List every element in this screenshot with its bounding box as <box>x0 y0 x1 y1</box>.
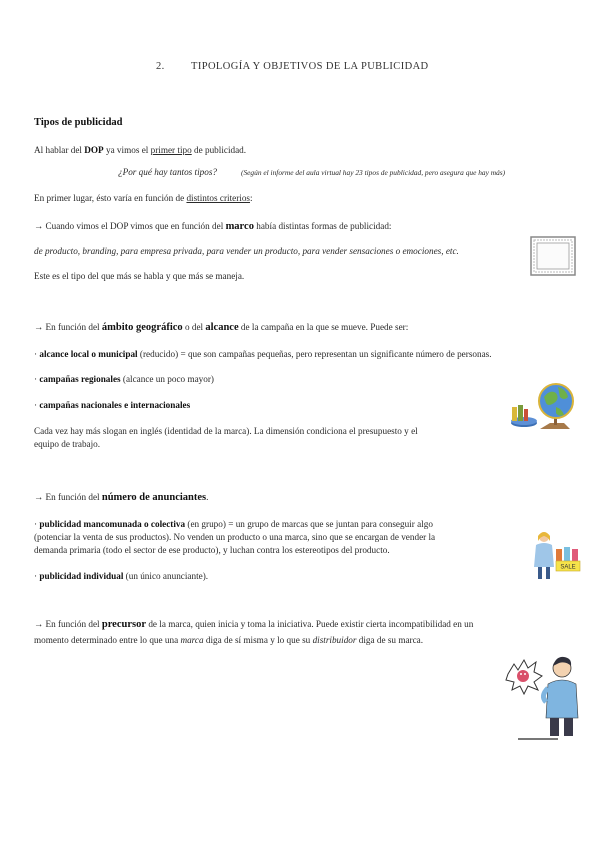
paragraph-mas-se-habla: Este es el tipo del que más se habla y que más se maneja. <box>34 271 245 281</box>
text-run: (reducido) = que son campañas pequeñas, pero representan un significante número de personas. <box>137 349 492 359</box>
bullet: · <box>34 400 40 410</box>
arrow-icon: → <box>34 322 44 332</box>
text-run: diga de su marca. <box>356 635 424 645</box>
sale-label: SALE <box>560 564 576 571</box>
question-text: ¿Por qué hay tantos tipos? <box>118 167 218 177</box>
text-run: . <box>206 492 209 502</box>
picture-frame-image <box>530 236 576 276</box>
thinking-man-image <box>504 652 588 742</box>
paragraph-slogan-line1: Cada vez hay más slogan en inglés (identidad de la marca). La dimensión condiciona el presupuesto y el <box>34 426 418 436</box>
paragraph-precursor-line2 <box>34 634 423 646</box>
text-run: había distintas formas de publicidad: <box>253 221 392 231</box>
arrow-icon: → <box>34 619 44 629</box>
bullet: · <box>34 374 40 384</box>
arrow-paragraph-precursor <box>34 618 473 631</box>
paragraph-slogan-line2: equipo de trabajo. <box>34 439 101 449</box>
italic-marca: marca <box>180 635 204 645</box>
text-run: En primer lugar, ésto varía en función de <box>34 193 187 203</box>
underlined-primer-tipo: primer tipo <box>150 145 192 155</box>
list-item-individual <box>34 570 208 582</box>
globe-books-image <box>510 379 578 435</box>
section-number: 2. <box>156 61 165 72</box>
section-heading: Tipos de publicidad <box>34 117 123 128</box>
sale-woman-image <box>526 527 582 583</box>
bold-precursor: precursor <box>101 619 147 630</box>
text-run: En función del <box>45 619 102 629</box>
arrow-paragraph-ambito <box>34 321 408 334</box>
arrow-paragraph-anunciantes <box>34 491 208 504</box>
arrow-paragraph-marco <box>34 220 391 233</box>
text-run: En función del <box>45 322 102 332</box>
bold-dop: DOP <box>84 145 104 155</box>
arrow-icon: → <box>34 221 44 231</box>
paragraph-dop <box>34 144 246 156</box>
list-item-regionales <box>34 373 214 385</box>
bullet: · <box>34 349 40 359</box>
list-item-nacionales <box>34 399 190 411</box>
list-item-mancomunada-line2: (potenciar la venta de sus productos). No venden un producto o una marca, sino que se encargan de vender la <box>34 532 436 542</box>
bold-alcance-local: alcance local o municipal <box>39 349 138 359</box>
text-run: momento determinado entre lo que una <box>34 635 181 645</box>
bold-numero-anunciantes: número de anunciantes <box>101 492 207 503</box>
list-item-mancomunada-line3: demanda primaria (todo el sector de ese producto), y luchan contra los estereotipos del producto. <box>34 545 390 555</box>
examples-text: de producto, branding, para empresa privada, para vender un producto, para vender sensaciones o emociones, etc. <box>34 246 459 256</box>
text-run: (en grupo) = un grupo de marcas que se juntan para conseguir algo <box>185 519 433 529</box>
bold-mancomunada: publicidad mancomunada o colectiva <box>39 519 186 529</box>
list-item-local <box>34 348 492 360</box>
note-text: (Según el informe del aula virtual hay 23 tipos de publicidad, pero asegura que hay más) <box>241 168 506 177</box>
bullet: · <box>34 571 40 581</box>
text-run: (alcance un poco mayor) <box>120 374 214 384</box>
page-title: TIPOLOGÍA Y OBJETIVOS DE LA PUBLICIDAD <box>191 61 429 72</box>
bullet: · <box>34 519 40 529</box>
text-run: : <box>250 193 253 203</box>
bold-marco: marco <box>225 221 254 232</box>
bold-ambito-geografico: ámbito geográfico <box>101 322 183 333</box>
underlined-criterios: distintos criterios <box>186 193 250 203</box>
text-run: Al hablar del <box>34 145 85 155</box>
text-run: En función del <box>45 492 102 502</box>
text-run: Cuando vimos el DOP vimos que en función del <box>45 221 226 231</box>
text-run: de publicidad. <box>191 145 247 155</box>
text-run: o del <box>182 322 206 332</box>
text-run: de la marca, quien inicia y toma la iniciativa. Puede existir cierta incompatibilidad en un <box>146 619 474 629</box>
italic-distribuidor: distribuidor <box>312 635 357 645</box>
text-run: (un único anunciante). <box>123 571 209 581</box>
bold-alcance: alcance <box>205 322 239 333</box>
list-item-mancomunada <box>34 518 433 530</box>
bold-nacionales: campañas nacionales e internacionales <box>39 400 191 410</box>
arrow-icon: → <box>34 492 44 502</box>
bold-individual: publicidad individual <box>39 571 124 581</box>
paragraph-criterios <box>34 192 253 204</box>
text-run: ya vimos el <box>103 145 151 155</box>
text-run: diga de sí misma y lo que su <box>203 635 313 645</box>
bold-regionales: campañas regionales <box>39 374 121 384</box>
text-run: de la campaña en la que se mueve. Puede ser: <box>238 322 409 332</box>
